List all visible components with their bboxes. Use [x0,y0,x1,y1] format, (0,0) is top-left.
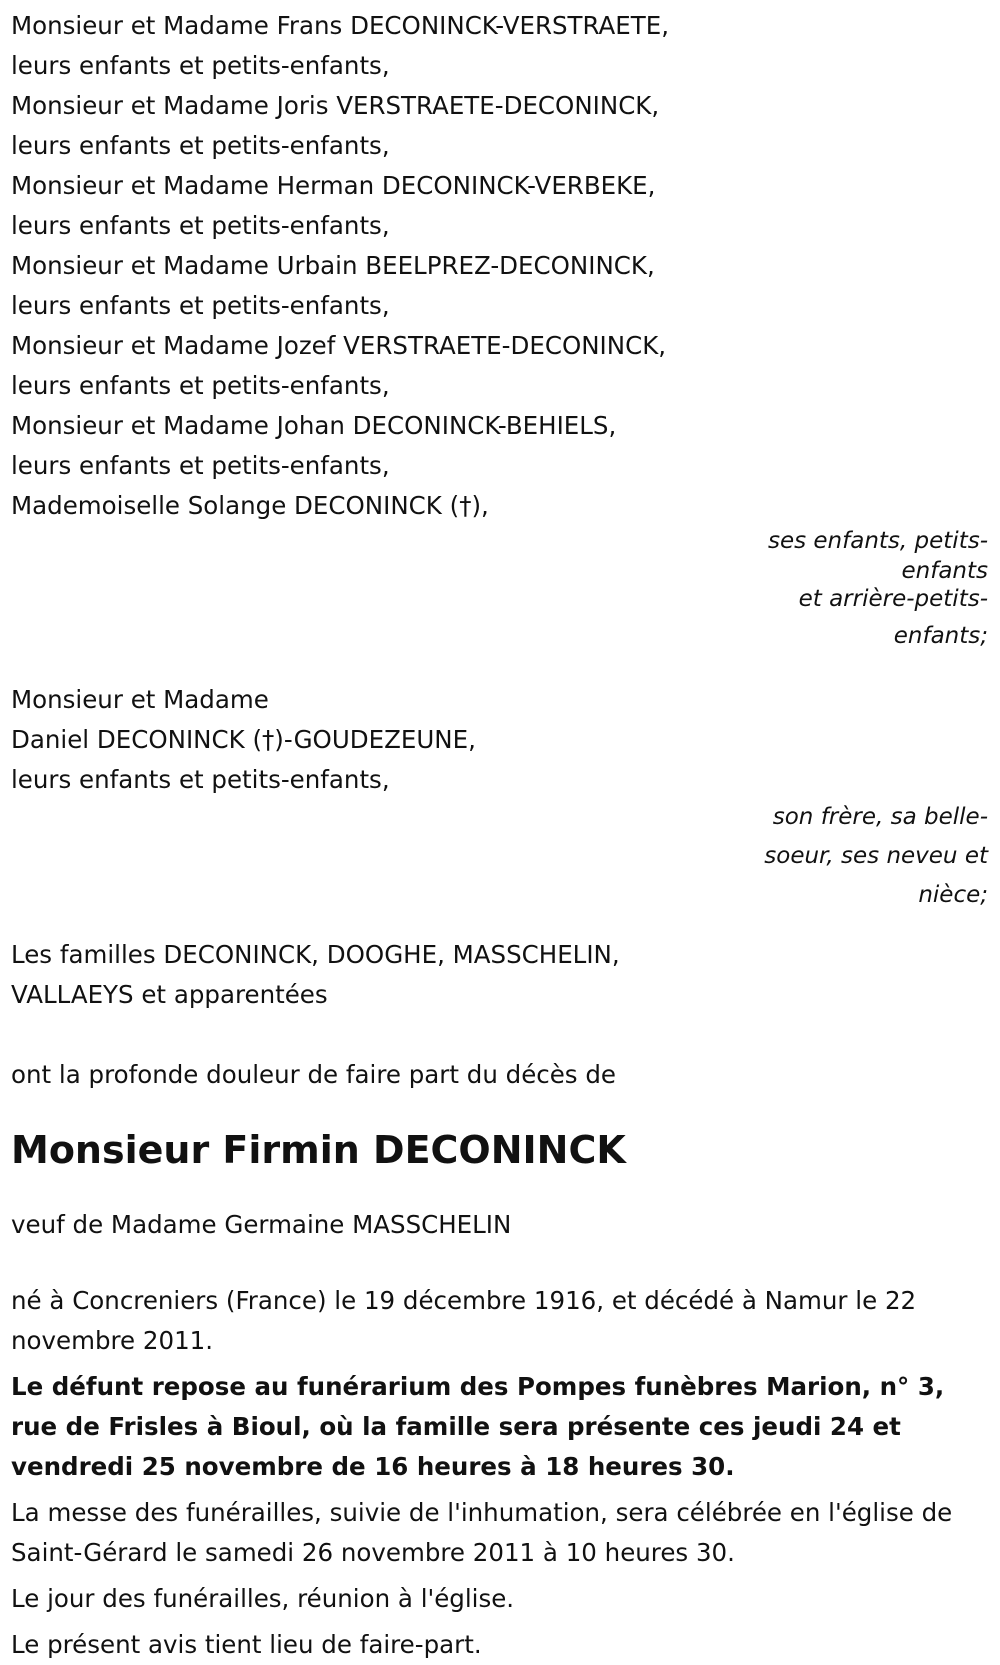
family-line: leurs enfants et petits-enfants, [11,131,390,160]
announcement-text: ont la profonde douleur de faire part du décès de [11,1060,616,1089]
family-line: Monsieur et Madame Jozef VERSTRAETE-DECONINCK, [11,331,667,360]
relation-line: soeur, ses neveu et [764,843,988,869]
relation-line: enfants; [893,623,988,649]
funerarium-text: Le défunt repose au funérarium des Pompes funèbres Marion, n° 3, rue de Frisles à Bioul, où la famille sera présente ces jeudi 24 et vendredi 25 novembre de 16 heures à 18 heures 30. [11,1372,945,1481]
family-line: Monsieur et Madame Herman DECONINCK-VERBEKE, [11,171,656,200]
brother-block [11,680,991,800]
family-line: leurs enfants et petits-enfants, [11,51,390,80]
family-line: Monsieur et Madame Johan DECONINCK-BEHIELS, [11,411,617,440]
deceased-name: Monsieur Firmin DECONINCK [11,1128,626,1172]
family-line: Daniel DECONINCK (†)-GOUDEZEUNE, [11,725,476,754]
relation-line: et arrière-petits- [798,586,988,612]
relation-line: son frère, sa belle- [772,804,988,830]
mass-text: La messe des funérailles, suivie de l'inhumation, sera célébrée en l'église de Saint-Gérard le samedi 26 novembre 2011 à 10 heures 30. [11,1498,953,1567]
family-line: Monsieur et Madame Frans DECONINCK-VERSTRAETE, [11,11,669,40]
birth-death-text: né à Concreniers (France) le 19 décembre 1916, et décédé à Namur le 22 novembre 2011. [11,1286,917,1355]
brother-relation-note [11,798,988,915]
death-notice [11,6,991,1665]
meeting-text: Le jour des funérailles, réunion à l'église. [11,1584,515,1613]
family-line: Mademoiselle Solange DECONINCK (†), [11,491,489,520]
children-block [11,6,991,526]
closing-text: Le présent avis tient lieu de faire-part. [11,1630,482,1659]
family-line: leurs enfants et petits-enfants, [11,371,390,400]
relation-line: nièce; [918,882,988,908]
children-relation-note [11,524,988,658]
family-line: Les familles DECONINCK, DOOGHE, MASSCHELIN, [11,940,620,969]
families-block [11,935,991,1015]
relation-line: ses enfants, petits- [767,528,988,554]
family-line: Monsieur et Madame Joris VERSTRAETE-DECONINCK, [11,91,660,120]
family-line: Monsieur et Madame [11,685,269,714]
family-line: Monsieur et Madame Urbain BEELPREZ-DECONINCK, [11,251,655,280]
family-line: VALLAEYS et apparentées [11,980,328,1009]
family-line: leurs enfants et petits-enfants, [11,291,390,320]
family-line: leurs enfants et petits-enfants, [11,765,390,794]
relation-line: enfants [901,558,988,584]
family-line: leurs enfants et petits-enfants, [11,451,390,480]
widower-text: veuf de Madame Germaine MASSCHELIN [11,1210,512,1239]
family-line: leurs enfants et petits-enfants, [11,211,390,240]
